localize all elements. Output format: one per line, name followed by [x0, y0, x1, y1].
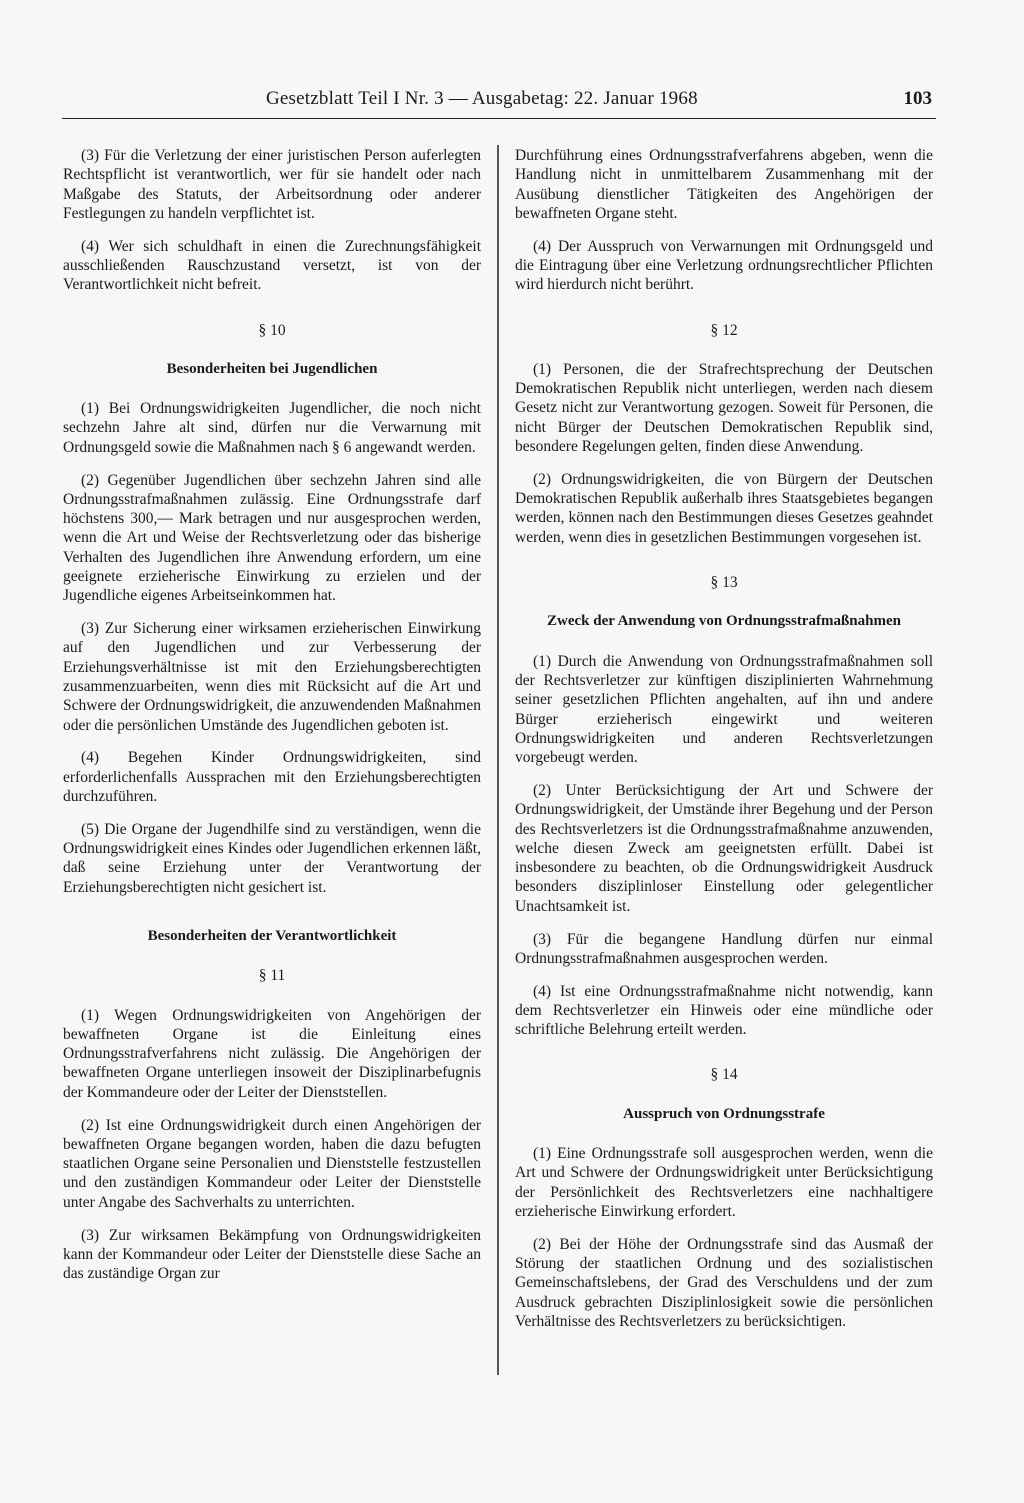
paragraph: (2) Bei der Höhe der Ordnungsstrafe sind das Ausmaß der Störung der staatlichen Ordnung und des sozialistischen Gemeinschaftslebens, der Grad des Verschuldens und der zum Ausdruck gebrachten Disziplinlosigkeit sowie die persönlichen Verhältnisse des Rechtsverletzers zu berücksichtigen. — [515, 1235, 933, 1330]
paragraph: (3) Zur wirksamen Bekämpfung von Ordnungswidrigkeiten kann der Kommandeur oder Leiter der Dienststelle diese Sache an das zuständige Organ zur — [63, 1226, 481, 1283]
paragraph: (3) Für die begangene Handlung dürfen nur einmal Ordnungsstrafmaßnahmen ausgesprochen werden. — [515, 930, 933, 967]
paragraph: (1) Personen, die der Strafrechtsprechung der Deutschen Demokratischen Republik nicht unterliegen, werden nach diesem Gesetz nicht zur Verantwortung gezogen. Soweit für Personen, die nicht Bürger der Deutschen Demokratischen Republik sind, besondere Regelungen gelten, finden diese Anwendung. — [515, 360, 933, 456]
paragraph: (5) Die Organe der Jugendhilfe sind zu verständigen, wenn die Ordnungswidrigkeit eines Kindes oder Jugendlichen erkennen läßt, daß seine Erziehung unter der Verantwortung der Erziehungsberechtigten nicht gesichert ist. — [63, 820, 481, 896]
section-number-10: § 10 — [258, 321, 286, 339]
paragraph: (2) Unter Berücksichtigung der Art und Schwere der Ordnungswidrigkeit, der Umstände ihrer Begehung und der Person des Rechtsverletzers ist die Ordnungsstrafmaßnahme anzuwenden, welche diesen Zweck am geeignetsten erfüllt. Dabei ist insbesondere zu beachten, ob die Ordnungswidrigkeit Ausdruck besonders disziplinloser Einstellung oder gelegentlicher Unachtsamkeit ist. — [515, 781, 933, 915]
paragraph: (1) Wegen Ordnungswidrigkeiten von Angehörigen der bewaffneten Organe ist die Einleitung eines Ordnungsstrafverfahrens nicht zulässig. Die Angehörigen der bewaffneten Organe unterliegen insoweit der Disziplinarbefugnis der Kommandeure oder der Leiter der Dienststellen. — [63, 1006, 481, 1101]
paragraph: (4) Ist eine Ordnungsstrafmaßnahme nicht notwendig, kann dem Rechtsverletzer ein Hinweis oder eine mündliche oder schriftliche Belehrung erteilt werden. — [515, 982, 933, 1039]
paragraph: (1) Bei Ordnungswidrigkeiten Jugendlicher, die noch nicht sechzehn Jahre alt sind, dürfen nur die Verwarnung mit Ordnungsgeld sowie die Maßnahmen nach § 6 angewandt werden. — [63, 400, 481, 456]
paragraph: (2) Ist eine Ordnungswidrigkeit durch einen Angehörigen der bewaffneten Organe begangen worden, haben die dazu befugten staatlichen Organe seine Personalien und Dienststelle festzustellen und den zuständigen Kommandeur oder Leiter der Dienststelle unter Angabe des Sachverhalts zu unterrichten. — [63, 1116, 481, 1211]
paragraph: (4) Wer sich schuldhaft in einen die Zurechnungsfähigkeit ausschließenden Rauschzustand versetzt, ist von der Verantwortlichkeit nicht befreit. — [63, 237, 481, 294]
section-number-14: § 14 — [710, 1066, 738, 1084]
page-header — [62, 88, 936, 119]
section-number-12: § 12 — [710, 321, 738, 339]
section-heading-13: Zweck der Anwendung von Ordnungsstrafmaßnahmen — [547, 613, 901, 630]
section-number-11: § 11 — [258, 967, 286, 985]
section-heading-11: Besonderheiten der Verantwortlichkeit — [147, 928, 397, 944]
paragraph: (2) Gegenüber Jugendlichen über sechzehn Jahren sind alle Ordnungsstrafmaßnahmen zulässig. Eine Ordnungsstrafe darf höchstens 300,— Mark betragen und nur ausgesprochen werden, wenn die Art und Weise der Rechtsverletzung oder das bisherige Verhalten des Jugendlichen ihre Anwendung erfordern, um eine geeignete erzieherische Einwirkung zu erzielen und der Jugendliche eigenes Arbeitseinkommen hat. — [63, 471, 481, 605]
left-column — [63, 146, 481, 1297]
paragraph: Durchführung eines Ordnungsstrafverfahrens abgeben, wenn die Handlung nicht in unmittelbarem Zusammenhang mit der Ausübung dienstlicher Tätigkeiten des Angehörigen der bewaffneten Organe steht. — [515, 147, 933, 222]
paragraph: (2) Ordnungswidrigkeiten, die von Bürgern der Deutschen Demokratischen Republik außerhalb ihres Staatsgebietes begangen werden, können nach den Bestimmungen dieses Gesetzes geahndet werden, wenn dies in gesetzlichen Bestimmungen vorgesehen ist. — [515, 470, 933, 546]
paragraph: (4) Der Ausspruch von Verwarnungen mit Ordnungsgeld und die Eintragung über eine Verletzung ordnungsrechtlicher Pflichten wird hierdurch nicht berührt. — [515, 237, 933, 294]
column-divider — [497, 145, 499, 1375]
section-heading-14: Ausspruch von Ordnungsstrafe — [623, 1105, 825, 1122]
paragraph: (3) Zur Sicherung einer wirksamen erzieherischen Einwirkung auf den Jugendlichen und zur Verbesserung der Erziehungsverhältnisse ist mit den Erziehungsberechtigten zusammenzuarbeiten, wenn dies mit Rücksicht auf die Art und Schwere der Ordnungswidrigkeit, die anzuwendenden Maßnahmen oder die persönlichen Umstände des Jugendlichen geboten ist. — [63, 620, 481, 734]
paragraph: (1) Durch die Anwendung von Ordnungsstrafmaßnahmen soll der Rechtsverletzer zur künftigen disziplinierten Wahrnehmung seiner gesetzlichen Pflichten angehalten, auf ihn und andere Bürger erzieherisch eingewirkt und weiteren Ordnungswidrigkeiten und anderen Rechtsverletzungen vorgebeugt werden. — [515, 652, 933, 767]
paragraph: (1) Eine Ordnungsstrafe soll ausgesprochen werden, wenn die Art und Schwere der Ordnungswidrigkeit unter Berücksichtigung der Persönlichkeit des Rechtsverletzers eine nachhaltigere erzieherische Einwirkung erfordert. — [515, 1145, 933, 1220]
page-number: 103 — [903, 88, 932, 109]
section-number-13: § 13 — [710, 574, 738, 592]
header-title: Gesetzblatt Teil I Nr. 3 — Ausgabetag: 22. Januar 1968 — [266, 88, 698, 109]
right-column — [515, 146, 933, 1345]
paragraph: (3) Für die Verletzung der einer juristischen Person auferlegten Rechtspflicht ist verantwortlich, wer für sie handelt oder nach Maßgabe des Statuts, der Arbeitsordnung oder anderer Festlegungen zu handeln verpflichtet ist. — [63, 147, 481, 222]
section-heading-10: Besonderheiten bei Jugendlichen — [166, 360, 378, 377]
paragraph: (4) Begehen Kinder Ordnungswidrigkeiten, sind erforderlichenfalls Aussprachen mit den Erziehungsberechtigten durchzuführen. — [63, 749, 481, 806]
